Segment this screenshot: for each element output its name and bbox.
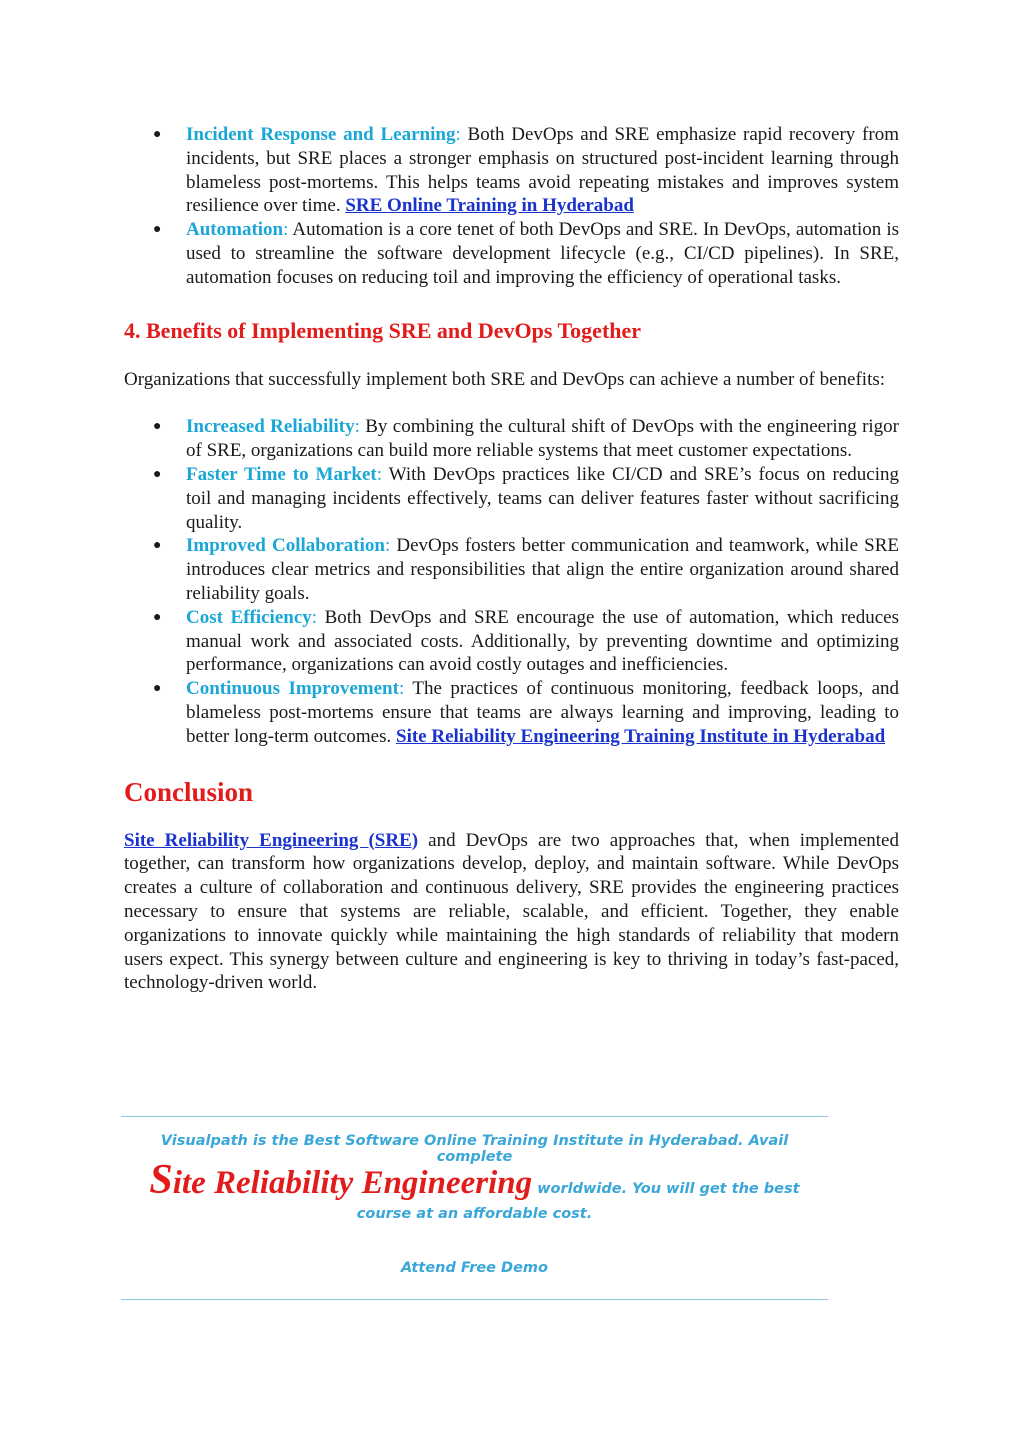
list-item [124, 218, 899, 289]
brand-initial: S [149, 1157, 173, 1203]
list-item [124, 463, 899, 534]
list-item [124, 677, 899, 748]
list-item-colon: : [376, 463, 383, 485]
list-item-text: With DevOps practices like CI/CD and SRE’s focus on reducing toil and managing incidents effectively, teams can deliver features faster without sacrificing quality. [186, 463, 899, 533]
list-item-colon: : [398, 678, 405, 700]
section-heading: 4. Benefits of Implementing SRE and DevOps Together [124, 317, 642, 343]
promo-line-3: course at an affordable cost. [356, 1206, 593, 1222]
list-item [124, 123, 899, 218]
list-item-text: Automation is a core tenet of both DevOps and SRE. In DevOps, automation is used to streamline the software development lifecycle (e.g., CI/CD pipelines). In SRE, automation focuses on reducing toil and improving the efficiency of operational tasks. [186, 219, 899, 288]
sre-link[interactable]: Site Reliability Engineering (SRE) [124, 829, 419, 851]
list-item-colon: : [283, 219, 289, 241]
list-item-term: Improved Collaboration [186, 535, 385, 557]
list-item-colon: : [384, 535, 391, 557]
list-item-term: Increased Reliability [186, 416, 355, 438]
brand-title [149, 1157, 533, 1203]
list-item-text: Both DevOps and SRE encourage the use of automation, which reduces manual work and associated costs. Additionally, by preventing downtime and optimizing performance, organizations can avoid costly outages and inefficiencies. [186, 606, 899, 676]
bullet-dot-icon: ● [153, 609, 162, 625]
content-column [124, 123, 899, 995]
list-item-colon: : [311, 606, 318, 628]
sre-training-institute-link[interactable]: Site Reliability Engineering Training Institute in Hyderabad [396, 725, 886, 747]
footer-bottom-divider [121, 1299, 828, 1300]
promo-line-2 [121, 1156, 828, 1204]
list-item-text: By combining the cultural shift of DevOps with the engineering rigor of SRE, organizations can build more reliable systems that meet customer expectations. [186, 416, 899, 462]
bullet-dot-icon: ● [153, 681, 162, 697]
list-item-term: Automation [186, 219, 284, 241]
bullet-dot-icon: ● [153, 419, 162, 435]
promo-after-brand: worldwide. You will get the best [532, 1181, 800, 1197]
list-item [124, 415, 899, 463]
conclusion-heading: Conclusion [124, 776, 254, 807]
list-item [124, 534, 899, 605]
conclusion-paragraph [124, 829, 899, 996]
bullet-list-top [124, 123, 899, 290]
brand-rest: ite Reliability Engineering [172, 1165, 533, 1201]
promo-footer [121, 1116, 828, 1300]
benefits-list [124, 415, 899, 748]
list-item [124, 606, 899, 677]
list-item-term: Cost Efficiency [186, 606, 312, 628]
promo-line-1: Visualpath is the Best Software Online Training Institute in Hyderabad. Avail complete [160, 1133, 789, 1165]
list-item-colon: : [455, 124, 461, 145]
bullet-dot-icon: ● [153, 127, 162, 142]
list-item-term: Incident Response and Learning [186, 124, 456, 145]
list-item-term: Faster Time to Market [186, 463, 377, 485]
bullet-dot-icon: ● [153, 466, 162, 482]
bullet-dot-icon: ● [153, 222, 162, 238]
bullet-dot-icon: ● [153, 538, 162, 554]
sre-online-training-link[interactable]: SRE Online Training in Hyderabad [345, 195, 634, 217]
list-item-colon: : [354, 416, 360, 438]
attend-free-demo-link[interactable]: Attend Free Demo [401, 1260, 548, 1276]
conclusion-text: and DevOps are two approaches that, when implemented together, can transform how organizations develop, deploy, and maintain software. While DevOps creates a culture of collaboration and continuous delivery, SRE provides the engineering practices necessary to ensure that systems are reliable, scalable, and efficient. Together, they enable organizations to innovate quickly while maintaining the high standards of reliability that modern users expect. This synergy between culture and engineering is key to thriving in today’s fast-paced, technology-driven world. [124, 829, 899, 994]
list-item-term: Continuous Improvement [186, 678, 399, 700]
list-item-text: Both DevOps and SRE emphasize rapid recovery from incidents, but SRE places a stronger emphasis on structured post-incident learning through blameless post-mortems. This helps teams avoid repeating mistakes and improves system resilience over time. [186, 124, 899, 217]
list-item-text: The practices of continuous monitoring, feedback loops, and blameless post-mortems ensure that teams are always learning and improving, leading to better long-term outcomes. [186, 678, 899, 747]
footer-top-divider [121, 1116, 828, 1117]
list-item-text: DevOps fosters better communication and teamwork, while SRE introduces clear metrics and responsibilities that align the entire organization around shared reliability goals. [186, 535, 899, 604]
section-intro: Organizations that successfully implement both SRE and DevOps can achieve a number of benefits: [124, 368, 886, 390]
